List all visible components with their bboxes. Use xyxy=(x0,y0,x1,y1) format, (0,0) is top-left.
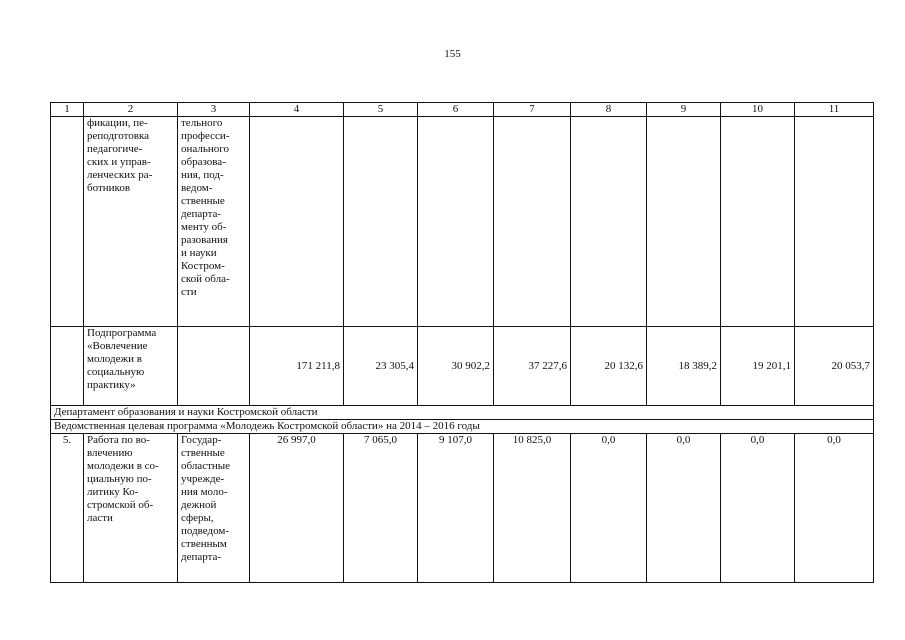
column-header: 5 xyxy=(344,103,418,117)
value-cell: 0,0 xyxy=(795,434,874,583)
activity-name: Работа по во- влечению молодежи в со- циальную по- литику Ко- стромской об- ласти xyxy=(84,434,178,583)
subprogram-name: Подпрограмма «Вовлечение молодежи в социальную практику» xyxy=(84,327,178,406)
value-cell: 23 305,4 xyxy=(344,327,418,406)
table-row xyxy=(51,117,874,327)
value-cell: 18 389,2 xyxy=(647,327,721,406)
section-row xyxy=(51,420,874,434)
column-header: 2 xyxy=(84,103,178,117)
column-header: 3 xyxy=(178,103,250,117)
row-number xyxy=(51,327,84,406)
value-cell xyxy=(418,117,494,327)
value-cell: 10 825,0 xyxy=(494,434,571,583)
value-cell: 20 053,7 xyxy=(795,327,874,406)
budget-table xyxy=(50,102,874,583)
value-cell xyxy=(344,117,418,327)
value-cell xyxy=(494,117,571,327)
column-header: 10 xyxy=(721,103,795,117)
column-number-row xyxy=(51,103,874,117)
value-cell xyxy=(647,117,721,327)
section-row xyxy=(51,406,874,420)
value-cell: 30 902,2 xyxy=(418,327,494,406)
value-cell: 19 201,1 xyxy=(721,327,795,406)
executor-name: Государ- ственные областные учрежде- ния моло- дежной сферы, подведом- ственным департа- xyxy=(178,434,250,583)
column-header: 11 xyxy=(795,103,874,117)
table-row xyxy=(51,434,874,583)
value-cell: 0,0 xyxy=(571,434,647,583)
row-number xyxy=(51,117,84,327)
department-heading: Департамент образования и науки Костромской области xyxy=(51,406,874,420)
value-cell: 0,0 xyxy=(647,434,721,583)
column-header: 7 xyxy=(494,103,571,117)
value-cell: 20 132,6 xyxy=(571,327,647,406)
column-header: 4 xyxy=(250,103,344,117)
value-cell: 0,0 xyxy=(721,434,795,583)
value-cell: 9 107,0 xyxy=(418,434,494,583)
column-header: 8 xyxy=(571,103,647,117)
table-row xyxy=(51,327,874,406)
value-cell xyxy=(721,117,795,327)
column-header: 1 xyxy=(51,103,84,117)
executor-name: тельного професси- онального образова- ния, под- ведом- ственные департа- менту об- разования и науки Костром- ской обла- сти xyxy=(178,117,250,327)
program-heading: Ведомственная целевая программа «Молодежь Костромской области» на 2014 – 2016 годы xyxy=(51,420,874,434)
value-cell: 171 211,8 xyxy=(250,327,344,406)
activity-name: фикации, пе- реподготовка педагогиче- ских и управ- ленческих ра- ботников xyxy=(84,117,178,327)
value-cell: 7 065,0 xyxy=(344,434,418,583)
value-cell: 26 997,0 xyxy=(250,434,344,583)
executor-name xyxy=(178,327,250,406)
page-number: 155 xyxy=(444,48,461,60)
column-header: 6 xyxy=(418,103,494,117)
value-cell xyxy=(795,117,874,327)
value-cell xyxy=(571,117,647,327)
value-cell: 37 227,6 xyxy=(494,327,571,406)
column-header: 9 xyxy=(647,103,721,117)
value-cell xyxy=(250,117,344,327)
row-number: 5. xyxy=(51,434,84,583)
